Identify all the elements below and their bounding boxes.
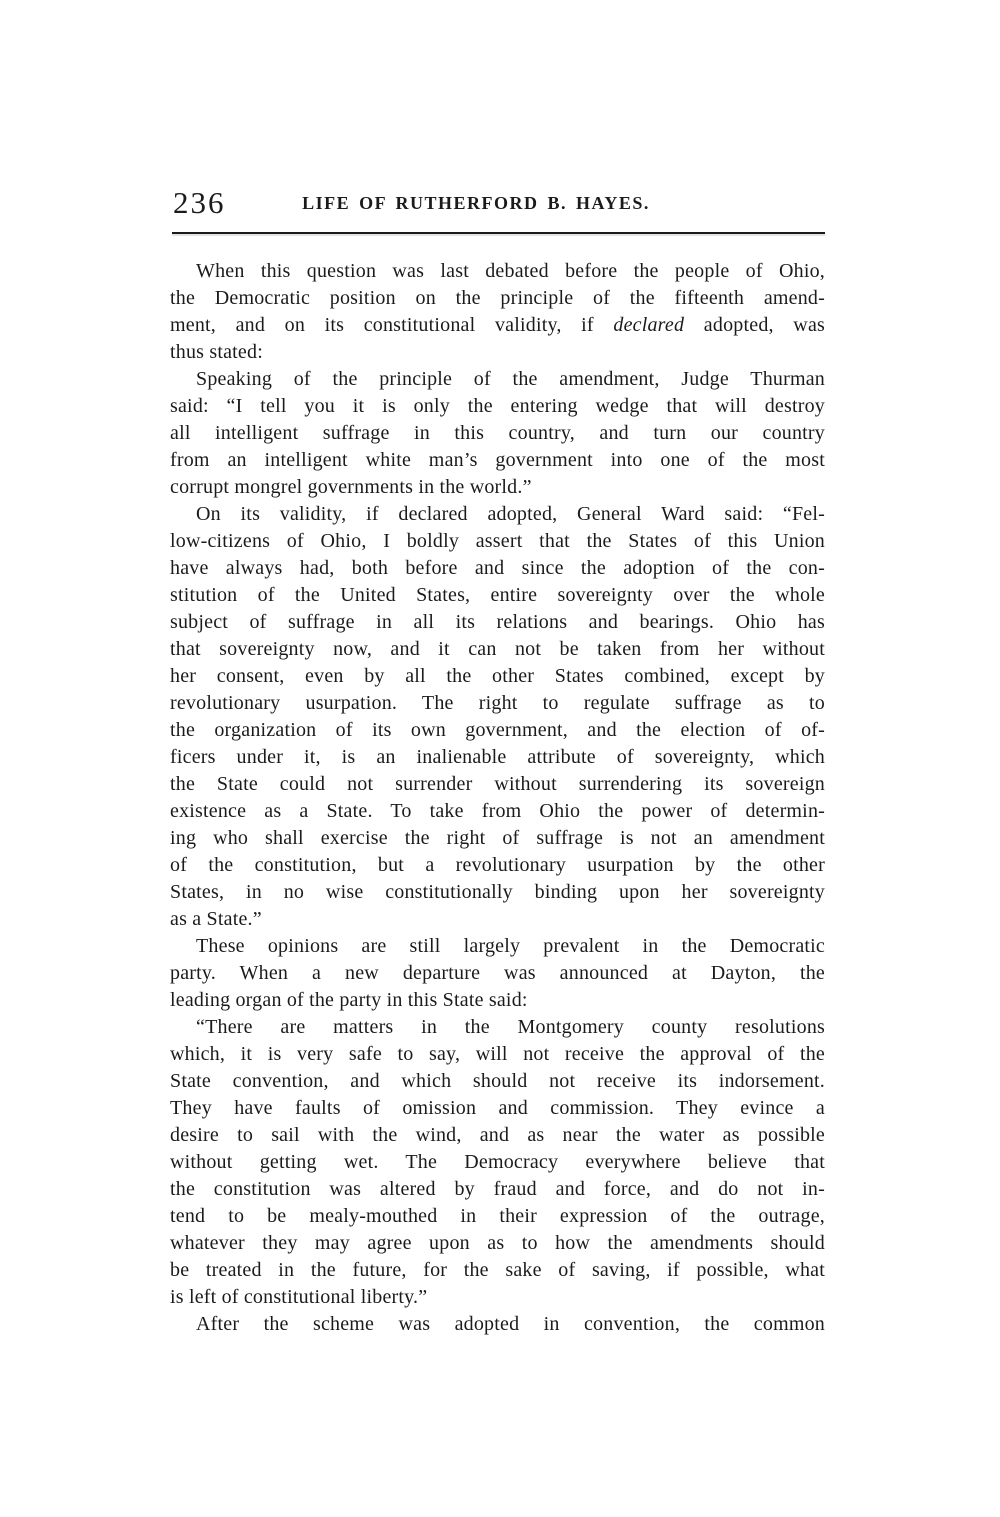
- page-number: 236: [173, 185, 226, 220]
- text-line: State convention, and which should not receive its indorsement.: [170, 1070, 825, 1092]
- text-line: be treated in the future, for the sake of saving, if possible, what: [170, 1259, 825, 1281]
- text-line: States, in no wise constitutionally binding upon her sovereignty: [170, 881, 825, 903]
- text-line: all intelligent suffrage in this country, and turn our country: [170, 422, 825, 444]
- header-rule: [172, 232, 825, 234]
- text-line: desire to sail with the wind, and as near the water as possible: [170, 1124, 825, 1146]
- text-line: that sovereignty now, and it can not be taken from her without: [170, 638, 825, 660]
- text-line: the organization of its own government, and the election of of-: [170, 719, 825, 741]
- text-line: from an intelligent white man’s government into one of the most: [170, 449, 825, 471]
- text-line: her consent, even by all the other States combined, except by: [170, 665, 825, 687]
- paragraph: [170, 933, 825, 1014]
- text-line: ing who shall exercise the right of suffrage is not an amendment: [170, 827, 825, 849]
- text-line: said: “I tell you it is only the entering wedge that will destroy: [170, 395, 825, 417]
- text-line: corrupt mongrel governments in the world.”: [170, 476, 532, 498]
- text-line: low-citizens of Ohio, I boldly assert that the States of this Union: [170, 530, 825, 552]
- text-line: ficers under it, is an inalienable attribute of sovereignty, which: [170, 746, 825, 768]
- text-line: have always had, both before and since the adoption of the con-: [170, 557, 825, 579]
- text-line: of the constitution, but a revolutionary usurpation by the other: [170, 854, 825, 876]
- text-line: These opinions are still largely prevalent in the Democratic: [196, 935, 825, 957]
- page-body: [170, 258, 825, 1338]
- text-line: is left of constitutional liberty.”: [170, 1286, 428, 1308]
- text-line: existence as a State. To take from Ohio the power of determin-: [170, 800, 825, 822]
- text-line: leading organ of the party in this State said:: [170, 989, 528, 1011]
- paragraph: [170, 1311, 825, 1338]
- text-line: On its validity, if declared adopted, General Ward said: “Fel-: [196, 503, 825, 525]
- text-line: After the scheme was adopted in convention, the common: [196, 1313, 825, 1335]
- text-line: They have faults of omission and commission. They evince a: [170, 1097, 825, 1119]
- paragraph: [170, 501, 825, 933]
- paragraph: [170, 366, 825, 501]
- paragraph: [170, 258, 825, 366]
- running-title: LIFE OF RUTHERFORD B. HAYES.: [302, 193, 650, 213]
- text-line: “There are matters in the Montgomery county resolutions: [196, 1016, 825, 1038]
- text-line: the constitution was altered by fraud and force, and do not in-: [170, 1178, 825, 1200]
- text-line: the Democratic position on the principle of the fifteenth amend-: [170, 287, 825, 309]
- text-line: whatever they may agree upon as to how the amendments should: [170, 1232, 825, 1254]
- text-line: which, it is very safe to say, will not receive the approval of the: [170, 1043, 825, 1065]
- text-line: When this question was last debated before the people of Ohio,: [196, 260, 825, 282]
- text-line: Speaking of the principle of the amendment, Judge Thurman: [196, 368, 825, 390]
- text-line: as a State.”: [170, 908, 262, 930]
- text-line: the State could not surrender without surrendering its sovereign: [170, 773, 825, 795]
- text-line: without getting wet. The Democracy everywhere believe that: [170, 1151, 825, 1173]
- text-line: tend to be mealy-mouthed in their expression of the outrage,: [170, 1205, 825, 1227]
- text-line: thus stated:: [170, 341, 263, 363]
- paragraph: [170, 1014, 825, 1311]
- page-header: [170, 186, 825, 224]
- text-line: revolutionary usurpation. The right to regulate suffrage as to: [170, 692, 825, 714]
- text-line: subject of suffrage in all its relations and bearings. Ohio has: [170, 611, 825, 633]
- text-line: party. When a new departure was announced at Dayton, the: [170, 962, 825, 984]
- text-line: stitution of the United States, entire sovereignty over the whole: [170, 584, 825, 606]
- text-line: ment, and on its constitutional validity, if declared adopted, was: [170, 314, 825, 336]
